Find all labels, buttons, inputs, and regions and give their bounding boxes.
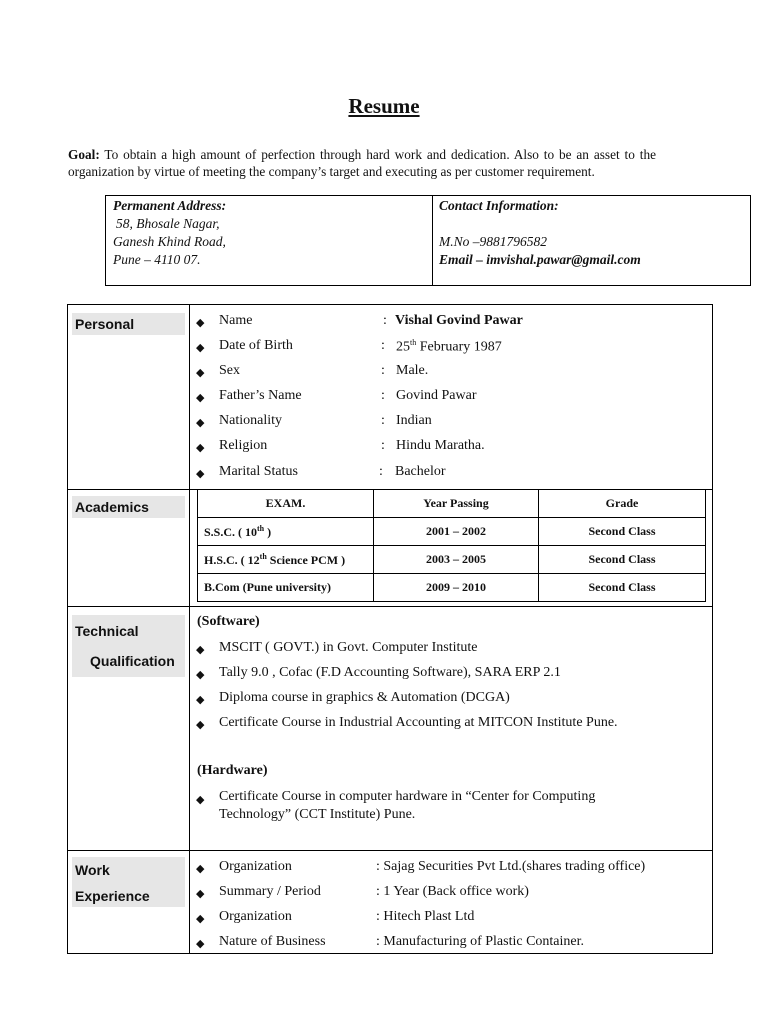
academics-exam xyxy=(198,574,374,602)
technical-label-line1: Technical xyxy=(75,623,139,639)
work-label-line1: Work xyxy=(75,862,110,878)
bullet-icon: ◆ xyxy=(196,794,205,806)
personal-value-dob xyxy=(396,338,502,356)
colon: : xyxy=(381,363,385,378)
dob-day: 25 xyxy=(396,339,410,355)
work-label-line2: Experience xyxy=(75,888,150,904)
colon: : xyxy=(381,438,385,453)
exam-text-end: Science PCM ) xyxy=(266,552,346,567)
work-field: Nature of Business xyxy=(219,934,326,949)
academics-header-exam: EXAM. xyxy=(198,490,374,518)
personal-field-name: Name xyxy=(219,313,253,328)
bullet-icon: ◆ xyxy=(196,417,205,429)
academics-header-row xyxy=(198,490,706,518)
hardware-heading: (Hardware) xyxy=(197,763,268,778)
colon: : xyxy=(379,464,383,479)
bullet-icon: ◆ xyxy=(196,392,205,404)
personal-value-marital: Bachelor xyxy=(395,464,446,479)
permanent-address-heading: Permanent Address: xyxy=(113,198,227,213)
work-field: Organization xyxy=(219,859,292,874)
academics-year: 2003 – 2005 xyxy=(374,546,539,574)
exam-suffix: th xyxy=(257,523,265,533)
academics-year: 2001 – 2002 xyxy=(374,518,539,546)
personal-value-sex: Male. xyxy=(396,363,429,378)
colon: : xyxy=(383,313,387,328)
academics-section-label: Academics xyxy=(72,496,185,518)
academics-grade: Second Class xyxy=(539,518,706,546)
software-item: Tally 9.0 , Cofac (F.D Accounting Software), SARA ERP 2.1 xyxy=(219,665,561,680)
academics-header-grade: Grade xyxy=(539,490,706,518)
goal-label: Goal: xyxy=(68,147,100,162)
software-item: MSCIT ( GOVT.) in Govt. Computer Institute xyxy=(219,640,478,655)
hardware-item-line1: Certificate Course in computer hardware in “Center for Computing xyxy=(219,789,596,804)
table-row xyxy=(198,546,706,574)
technical-section-label xyxy=(72,615,185,677)
academics-header-year: Year Passing xyxy=(374,490,539,518)
work-value: : Manufacturing of Plastic Container. xyxy=(376,934,585,949)
address-line-3: Pune – 4110 07. xyxy=(113,252,201,267)
exam-suffix: th xyxy=(259,551,267,561)
colon: : xyxy=(381,413,385,428)
row-divider xyxy=(68,850,712,851)
row-divider xyxy=(68,606,712,607)
label-column-divider xyxy=(189,305,190,953)
exam-text: H.S.C. ( 12 xyxy=(204,552,260,567)
work-section-label xyxy=(72,857,185,907)
bullet-icon: ◆ xyxy=(196,367,205,379)
bullet-icon: ◆ xyxy=(196,888,205,900)
bullet-icon: ◆ xyxy=(196,913,205,925)
bullet-icon: ◆ xyxy=(196,669,205,681)
bullet-icon: ◆ xyxy=(196,938,205,950)
personal-field-religion: Religion xyxy=(219,438,268,453)
bullet-icon: ◆ xyxy=(196,863,205,875)
address-contact-box xyxy=(105,195,751,286)
exam-text: B.Com (Pune university) xyxy=(204,580,331,594)
work-field: Summary / Period xyxy=(219,884,321,899)
personal-field-marital: Marital Status xyxy=(219,464,298,479)
goal-paragraph xyxy=(68,146,656,180)
resume-details-table xyxy=(67,304,713,954)
bullet-icon: ◆ xyxy=(196,644,205,656)
bullet-icon: ◆ xyxy=(196,719,205,731)
personal-value-father: Govind Pawar xyxy=(396,388,477,403)
personal-field-dob: Date of Birth xyxy=(219,338,293,353)
hardware-item-line2: Technology” (CCT Institute) Pune. xyxy=(219,807,416,822)
colon: : xyxy=(381,338,385,353)
contact-mobile: M.No –9881796582 xyxy=(439,234,547,249)
technical-label-line2: Qualification xyxy=(90,653,175,669)
personal-field-father: Father’s Name xyxy=(219,388,302,403)
goal-text: To obtain a high amount of perfection through hard work and dedication. Also to be an asset to the organization by virtue of meeting the company’s target and executing as per customer requirement. xyxy=(68,147,656,179)
academics-year: 2009 – 2010 xyxy=(374,574,539,602)
academics-grade: Second Class xyxy=(539,574,706,602)
software-heading: (Software) xyxy=(197,614,260,629)
bullet-icon: ◆ xyxy=(196,317,205,329)
contact-email: Email – imvishal.pawar@gmail.com xyxy=(439,252,641,267)
personal-value-nationality: Indian xyxy=(396,413,432,428)
work-value: : Sajag Securities Pvt Ltd.(shares trading office) xyxy=(376,859,646,874)
personal-value-name: Vishal Govind Pawar xyxy=(395,313,523,328)
bullet-icon: ◆ xyxy=(196,442,205,454)
software-item: Diploma course in graphics & Automation (DCGA) xyxy=(219,690,510,705)
personal-field-sex: Sex xyxy=(219,363,240,378)
box-divider xyxy=(432,196,433,285)
software-item: Certificate Course in Industrial Accounting at MITCON Institute Pune. xyxy=(219,715,618,730)
academics-exam xyxy=(198,546,374,574)
address-line-2: Ganesh Khind Road, xyxy=(113,234,226,249)
contact-heading: Contact Information: xyxy=(439,198,559,213)
dob-rest: February 1987 xyxy=(416,339,502,355)
personal-field-nationality: Nationality xyxy=(219,413,282,428)
academics-exam xyxy=(198,518,374,546)
bullet-icon: ◆ xyxy=(196,342,205,354)
table-row xyxy=(198,518,706,546)
academics-table xyxy=(197,489,706,602)
bullet-icon: ◆ xyxy=(196,468,205,480)
work-value: : Hitech Plast Ltd xyxy=(376,909,475,924)
work-field: Organization xyxy=(219,909,292,924)
address-line-1: 58, Bhosale Nagar, xyxy=(116,216,220,231)
colon: : xyxy=(381,388,385,403)
bullet-icon: ◆ xyxy=(196,694,205,706)
personal-section-label: Personal xyxy=(72,313,185,335)
exam-text-end: ) xyxy=(264,524,272,539)
personal-value-religion: Hindu Maratha. xyxy=(396,438,485,453)
work-value: : 1 Year (Back office work) xyxy=(376,884,529,899)
academics-grade: Second Class xyxy=(539,546,706,574)
dob-suffix: th xyxy=(410,338,417,347)
table-row xyxy=(198,574,706,602)
resume-title: Resume xyxy=(348,94,420,118)
exam-text: S.S.C. ( 10 xyxy=(204,524,258,539)
